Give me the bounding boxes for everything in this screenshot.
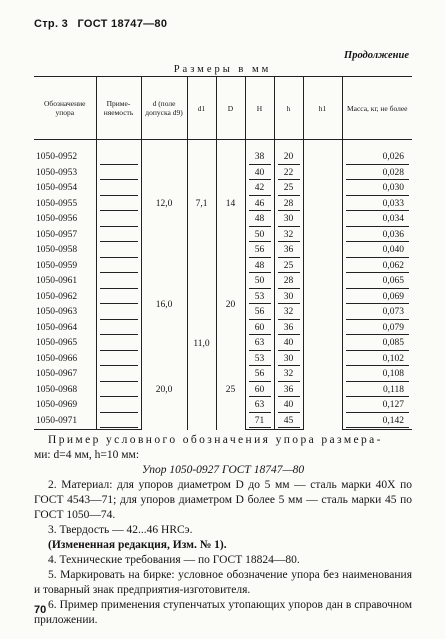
cell-mass: 0,127 [342,398,412,414]
cell-mass: 0,065 [342,274,412,290]
cell-H: 46 [245,197,274,213]
cell-H: 60 [245,383,274,399]
cell-applicability [96,352,141,368]
cell-designation: 1050-0966 [36,353,78,364]
cell-applicability [96,212,141,228]
cell-applicability [96,383,141,399]
page-header [34,18,167,30]
table-row [34,352,412,368]
cell-H: 38 [245,140,274,166]
cell-d: 16,0 [141,259,187,352]
cell-h: 32 [274,305,303,321]
cell-designation: 1050-0958 [36,245,78,256]
cell-h: 25 [274,181,303,197]
cell-D: 20 [216,259,245,352]
cell-mass: 0,073 [342,305,412,321]
cell-h: 28 [274,197,303,213]
cell-mass: 0,069 [342,290,412,306]
cell-designation: 1050-0964 [36,322,78,333]
cell-applicability [96,398,141,414]
cell-designation: 1050-0959 [36,260,78,271]
cell-applicability [96,305,141,321]
cell-mass: 0,026 [342,140,412,166]
item-2-material: 2. Материал: для упоров диаметром D до 5 мм — сталь марки 40Х по ГОСТ 4543—71; для упоров диаметром D более 5 мм — сталь марки 45 по ГОСТ 1050—74. [34,479,412,521]
cell-designation: 1050-0953 [36,167,78,178]
cell-H: 63 [245,336,274,352]
item-5-marking: 5. Маркировать на бирке: условное обозначение упора без наименования и товарный знак предприятия-изготовителя. [34,569,412,596]
cell-applicability [96,367,141,383]
cell-D: 14 [216,140,245,259]
cell-H: 63 [245,398,274,414]
cell-h: 40 [274,336,303,352]
cell-applicability [96,321,141,337]
cell-h: 45 [274,414,303,430]
cell-h: 32 [274,367,303,383]
header-h1: h1 [303,77,342,140]
cell-d1: 7,1 [187,140,216,259]
cell-H: 40 [245,166,274,182]
cell-H: 60 [245,321,274,337]
cell-h1 [303,140,342,430]
cell-designation: 1050-0971 [34,414,96,430]
cell-h: 36 [274,383,303,399]
cell-designation: 1050-0955 [36,198,78,209]
cell-applicability [96,274,141,290]
header-D: D [216,77,245,140]
cell-designation: 1050-0969 [36,400,78,411]
page-label: Стр. 3 [34,18,69,30]
cell-applicability [96,290,141,306]
cell-D: 25 [216,352,245,430]
cell-mass: 0,085 [342,336,412,352]
header-applicability: Приме-няемость [96,77,141,140]
standard-code: ГОСТ 18747—80 [77,18,168,30]
cell-h: 36 [274,321,303,337]
table-row [34,140,412,166]
page-number: 70 [34,604,47,616]
item-3-hardness: 3. Твердость — 42...46 HRCэ. [48,524,193,536]
cell-H: 53 [245,352,274,368]
cell-H: 50 [245,274,274,290]
cell-designation: 1050-0968 [36,384,78,395]
cell-mass: 0,036 [342,228,412,244]
cell-H: 48 [245,259,274,275]
cell-designation: 1050-0956 [36,214,78,225]
cell-h: 30 [274,212,303,228]
cell-mass: 0,142 [342,414,412,430]
header-d: d (поле допуска d9) [141,77,187,140]
header-H: H [245,77,274,140]
cell-applicability [96,166,141,182]
cell-applicability [96,243,141,259]
dimensions-table [34,76,412,430]
cell-H: 56 [245,367,274,383]
cell-h: 36 [274,243,303,259]
cell-h: 30 [274,290,303,306]
cell-designation: 1050-0961 [36,276,78,287]
cell-h: 32 [274,228,303,244]
cell-d: 20,0 [141,352,187,430]
body-text [34,433,412,628]
table-header [34,77,412,140]
cell-applicability [96,336,141,352]
cell-applicability [96,140,141,166]
cell-h: 28 [274,274,303,290]
cell-designation: 1050-0954 [36,183,78,194]
cell-h: 22 [274,166,303,182]
cell-h: 25 [274,259,303,275]
example-intro-line1: Пример условного обозначения упора размера- [48,434,383,446]
cell-mass: 0,118 [342,383,412,399]
cell-designation: 1050-0967 [36,369,78,380]
continued-label: Продолжение [344,50,409,61]
cell-H: 50 [245,228,274,244]
cell-applicability [96,228,141,244]
cell-mass: 0,030 [342,181,412,197]
cell-d: 12,0 [141,140,187,259]
cell-applicability [96,197,141,213]
cell-mass: 0,040 [342,243,412,259]
cell-mass: 0,028 [342,166,412,182]
table-row [34,259,412,275]
cell-H: 56 [245,305,274,321]
cell-mass: 0,108 [342,367,412,383]
sizes-caption: Размеры в мм [173,64,272,75]
revision-note: (Измененная редакция, Изм. № 1). [48,539,227,551]
cell-designation: 1050-0965 [36,338,78,349]
cell-applicability [96,414,141,430]
cell-mass: 0,062 [342,259,412,275]
cell-mass: 0,102 [342,352,412,368]
cell-designation: 1050-0963 [36,307,78,318]
cell-designation: 1050-0952 [36,152,78,163]
cell-applicability [96,181,141,197]
item-6-example: 6. Пример применения ступенчатых утопающих упоров дан в справочном приложении. [34,599,412,626]
cell-h: 40 [274,398,303,414]
cell-mass: 0,033 [342,197,412,213]
cell-applicability [96,259,141,275]
cell-h: 30 [274,352,303,368]
cell-H: 48 [245,212,274,228]
cell-mass: 0,079 [342,321,412,337]
cell-H: 56 [245,243,274,259]
cell-H: 42 [245,181,274,197]
cell-H: 71 [245,414,274,430]
header-h: h [274,77,303,140]
header-designation: Обозначение упора [34,77,96,140]
cell-d1: 11,0 [187,259,216,430]
cell-H: 53 [245,290,274,306]
cell-mass: 0,034 [342,212,412,228]
header-mass: Масса, кг, не более [342,77,412,140]
example-intro-line2: ми: d=4 мм, h=10 мм: [34,449,140,461]
cell-designation: 1050-0957 [36,229,78,240]
example-designation: Упор 1050-0927 ГОСТ 18747—80 [141,464,305,476]
header-row [34,77,412,140]
cell-h: 20 [274,140,303,166]
cell-designation: 1050-0962 [36,291,78,302]
item-4-requirements: 4. Технические требования — по ГОСТ 18824—80. [48,554,300,566]
header-d1: d1 [187,77,216,140]
table-body [34,140,412,430]
